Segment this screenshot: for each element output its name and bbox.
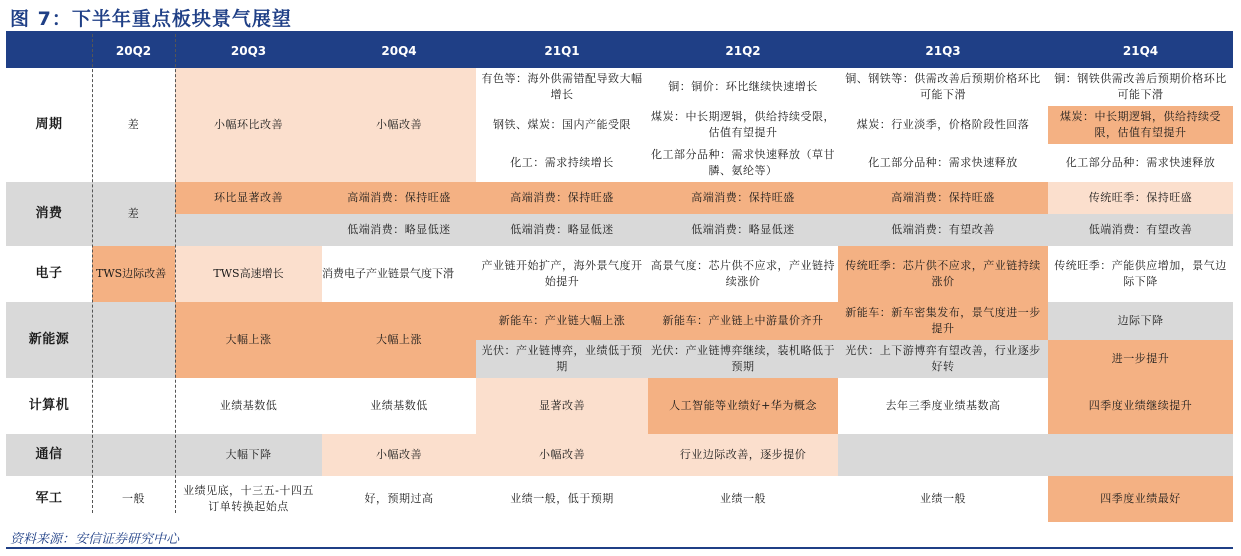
cell-zhouqi-21q3-b: 煤炭：行业淡季，价格阶段性回落 — [838, 106, 1048, 144]
cell-xiaofei-20q4-b: 低端消费：略显低迷 — [322, 214, 476, 246]
col-header-21q2: 21Q2 — [648, 34, 838, 68]
cell-xiaofei-20q2: 差 — [92, 182, 175, 246]
cell-jungong-21q1: 业绩一般，低于预期 — [476, 476, 648, 522]
cell-jisuanji-21q3: 去年三季度业绩基数高 — [838, 378, 1048, 434]
cell-zhouqi-21q4-a: 铜：钢铁供需改善后预期价格环比可能下滑 — [1048, 68, 1233, 106]
cell-xinnengyuan-21q4-a: 边际下降 — [1048, 302, 1233, 340]
cell-xinnengyuan-20q4: 大幅上涨 — [322, 302, 476, 378]
cell-dianzi-21q3: 传统旺季：芯片供不应求，产业链持续涨价 — [838, 246, 1048, 302]
cell-tongxin-20q3: 大幅下降 — [175, 434, 322, 476]
cell-zhouqi-20q3: 小幅环比改善 — [175, 68, 322, 182]
cell-xiaofei-20q3: 环比显著改善 — [175, 182, 322, 214]
cell-xinnengyuan-21q2-a: 新能车：产业链上中游量价齐升 — [648, 302, 838, 340]
cell-xiaofei-21q4-a: 传统旺季：保持旺盛 — [1048, 182, 1233, 214]
cell-xiaofei-21q2-a: 高端消费：保持旺盛 — [648, 182, 838, 214]
row-label-jisuanji: 计算机 — [6, 378, 92, 434]
cell-jungong-21q3: 业绩一般 — [838, 476, 1048, 522]
col-header-21q1: 21Q1 — [476, 34, 648, 68]
cell-tongxin-21q1: 小幅改善 — [476, 434, 648, 476]
cell-zhouqi-21q2-b: 煤炭：中长期逻辑，供给持续受限，估值有望提升 — [648, 106, 838, 144]
col-header-20q4: 20Q4 — [322, 34, 476, 68]
cell-xinnengyuan-20q3: 大幅上涨 — [175, 302, 322, 378]
cell-zhouqi-21q3-c: 化工部分品种：需求快速释放 — [838, 144, 1048, 182]
cell-dianzi-21q1: 产业链开始扩产，海外景气度开始提升 — [476, 246, 648, 302]
dashed-separator-right — [175, 34, 176, 513]
cell-zhouqi-21q1-b: 钢铁、煤炭：国内产能受限 — [476, 106, 648, 144]
cell-zhouqi-21q2-c: 化工部分品种：需求快速释放（草甘膦、氨纶等） — [648, 144, 838, 182]
row-label-dianzi: 电子 — [6, 246, 92, 302]
col-header-20q3: 20Q3 — [175, 34, 322, 68]
row-label-tongxin: 通信 — [6, 434, 92, 476]
cell-xinnengyuan-21q1-b: 光伏：产业链博弈，业绩低于预期 — [476, 340, 648, 378]
cell-jisuanji-20q4: 业绩基数低 — [322, 378, 476, 434]
cell-xinnengyuan-20q2 — [92, 302, 175, 378]
cell-jungong-20q3: 业绩见底，十三五-十四五订单转换起始点 — [175, 476, 322, 522]
cell-jisuanji-21q1: 显著改善 — [476, 378, 648, 434]
cell-tongxin-21q3 — [838, 434, 1048, 476]
cell-jungong-20q4: 好，预期过高 — [322, 476, 476, 522]
cell-jisuanji-20q2 — [92, 378, 175, 434]
cell-xiaofei-20q3-b — [175, 214, 322, 246]
figure-title: 图 7：下半年重点板块景气展望 — [10, 8, 292, 30]
cell-tongxin-21q2: 行业边际改善，逐步提价 — [648, 434, 838, 476]
cell-zhouqi-21q4-b: 煤炭：中长期逻辑，供给持续受限，估值有望提升 — [1048, 106, 1233, 144]
cell-jungong-21q4: 四季度业绩最好 — [1048, 476, 1233, 522]
source-note: 资料来源：安信证券研究中心 — [10, 532, 180, 547]
cell-xiaofei-21q3-b: 低端消费：有望改善 — [838, 214, 1048, 246]
cell-tongxin-21q4 — [1048, 434, 1233, 476]
cell-dianzi-20q3: TWS高速增长 — [175, 246, 322, 302]
row-label-zhouqi: 周期 — [6, 68, 92, 182]
cell-zhouqi-20q2: 差 — [92, 68, 175, 182]
cell-xiaofei-21q1-a: 高端消费：保持旺盛 — [476, 182, 648, 214]
header-corner — [6, 34, 92, 68]
cell-zhouqi-21q1-c: 化工：需求持续增长 — [476, 144, 648, 182]
cell-dianzi-21q4: 传统旺季：产能供应增加，景气边际下降 — [1048, 246, 1233, 302]
cell-xinnengyuan-21q3-a: 新能车：新车密集发布，景气度进一步提升 — [838, 302, 1048, 340]
cell-xinnengyuan-21q1-a: 新能车：产业链大幅上涨 — [476, 302, 648, 340]
cell-jungong-21q2: 业绩一般 — [648, 476, 838, 522]
cell-jisuanji-21q4: 四季度业绩继续提升 — [1048, 378, 1233, 434]
col-header-20q2: 20Q2 — [92, 34, 175, 68]
cell-zhouqi-21q2-a: 铜：铜价：环比继续快速增长 — [648, 68, 838, 106]
cell-zhouqi-21q4-c: 化工部分品种：需求快速释放 — [1048, 144, 1233, 182]
cell-xiaofei-20q4-a: 高端消费：保持旺盛 — [322, 182, 476, 214]
cell-tongxin-20q4: 小幅改善 — [322, 434, 476, 476]
cell-dianzi-20q4: 消费电子产业链景气度下滑 — [322, 246, 476, 302]
cell-jungong-20q2: 一般 — [92, 476, 175, 522]
cell-jisuanji-21q2: 人工智能等业绩好+华为概念 — [648, 378, 838, 434]
cell-jisuanji-20q3: 业绩基数低 — [175, 378, 322, 434]
cell-xiaofei-21q1-b: 低端消费：略显低迷 — [476, 214, 648, 246]
cell-zhouqi-20q4: 小幅改善 — [322, 68, 476, 182]
cell-xiaofei-21q4-b: 低端消费：有望改善 — [1048, 214, 1233, 246]
cell-zhouqi-21q1-a: 有色等：海外供需错配导致大幅增长 — [476, 68, 648, 106]
bottom-rule — [6, 547, 1233, 549]
row-label-jungong: 军工 — [6, 476, 92, 522]
cell-xinnengyuan-21q3-b: 光伏：上下游博弈有望改善，行业逐步好转 — [838, 340, 1048, 378]
cell-xinnengyuan-21q2-b: 光伏：产业链博弈继续，装机略低于预期 — [648, 340, 838, 378]
cell-zhouqi-21q3-a: 铜、钢铁等：供需改善后预期价格环比可能下滑 — [838, 68, 1048, 106]
dashed-separator-left — [92, 34, 93, 513]
cell-xiaofei-21q2-b: 低端消费：略显低迷 — [648, 214, 838, 246]
cell-dianzi-21q2: 高景气度：芯片供不应求，产业链持续涨价 — [648, 246, 838, 302]
row-label-xiaofei: 消费 — [6, 182, 92, 246]
col-header-21q3: 21Q3 — [838, 34, 1048, 68]
row-label-xinnengyuan: 新能源 — [6, 302, 92, 378]
cell-tongxin-20q2 — [92, 434, 175, 476]
cell-xiaofei-21q3-a: 高端消费：保持旺盛 — [838, 182, 1048, 214]
cell-dianzi-20q2: TWS边际改善 — [92, 246, 175, 302]
cell-xinnengyuan-21q4-b: 进一步提升 — [1048, 340, 1233, 378]
col-header-21q4: 21Q4 — [1048, 34, 1233, 68]
